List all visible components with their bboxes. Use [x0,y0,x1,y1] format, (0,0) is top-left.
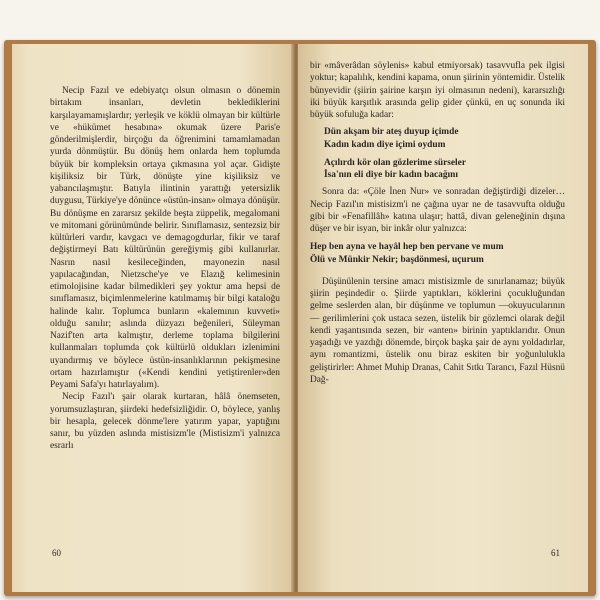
page-number-left: 60 [52,548,61,558]
verse-line: Açılırdı kör olan gözlerime sürseler [324,157,466,168]
bold-verse-block [310,241,565,266]
verse-line: İsa'nın eli diye bir kadın bacağını [324,170,458,180]
verse-line: Kadın kadın diye içimi oydum [324,139,446,150]
right-paragraph-1: bir «mâverâdan söylenis» kabul etmiyorsak) tasavvufla pek ilgisi yoktur; kapalılık, kendini kapama, onun şiirinin yöntemidir. Üstelik bünyevidir (şiirin şairine karşın iyi olmasının nedeni), kararsızlığı iki büyük karşıtlık arasında gelip gider çünkü, en uç sonunda iki büyük sofuluğa kadar: [310,61,565,120]
right-page-text [310,60,565,386]
page-number-right: 61 [551,548,560,558]
left-page-text [50,85,280,453]
bold-verse-line: Ölü ve Münkir Nekir; başdönmesi, uçurum [310,254,484,265]
right-page [298,44,588,592]
bold-verse-line: Hep ben ayna ve hayâl hep ben pervane ve mum [310,242,504,253]
verse-line: Dün akşam bir ateş duyup içimde [324,127,459,138]
right-paragraph-2: Sonra da: «Çöle İnen Nur» ve sonradan değiştirdiği dizeler… Necip Fazıl'ın mistisizm'i ne çağına uyar ne de tasavvufta olduğu gibi bir «Fenafillâh» katına ulaşır; hattâ, divan geleneğinin dışına düşer ve bir isyan, bir inkâr olur yalnızca: [310,187,565,234]
right-paragraph-3: Düşünülenin tersine amacı mistisizmle de sınırlanamaz; büyük şiirin peşindedir o. Şiirde yaptıkları, köklerini çocukluğundan gelme seslerden alan, bir düşünme ve toplumun —okuyucularının— gerilimlerini çok ustaca sezen, üstelik bir gözlemci olarak değil kendi yaşantısında sezen, bir «anten» birinin yaptıklarıdır. Onun yaşadığı ve yazdığı dönemde, birçok başka şair de aynı yoldadırlar, aynı romantizmi, üstelik onu biraz eskiten bir yoğunlulukla geliştirirler: Ahmet Muhip Dranas, Cahit Sıtkı Tarancı, Fazıl Hüsnü Dağ- [310,276,565,385]
left-paragraph-2: Necip Fazıl'ı şair olarak kurtaran, hâlâ önemseten, yorumsuzlaştıran, şiirdeki hedefsizliğidir. O, böylece, yanlış bir hesapla, gelecek dönme'lere yatırım yapar, yaptığını sanır, bu yüzden aslında mistisizm'le (Mistisizm'i yalnızca esrarlı [50,392,280,452]
verse-block [324,126,565,181]
left-paragraph-1: Necip Fazıl ve edebiyatçı olsun olmasın o dönemin birtakım insanları, devletin beklediklerini karşılayamamışlardır; yerleşik ve köklü olmayan bir kültürle ve «hükümet hesabına» okumak üzere Paris'e gönderilmişlerdir, birçoğu da öğrenimini tamamlamadan yurda dönmüştür. Bu dönüş hem onlarda hem toplumda büyük bir kompleksin ortaya çıkmasına yol açar. Gidişte kişiliksiz bir Türk, dönüşte yine kişiliksiz ve yabancılaşmıştır. Batıyla ilintinin yarattığı yetersizlik duygusu, Türkiye'ye dönünce «üstün-insan» olmaya dönüşür. Bu dönüşme en zararsız şekilde beşta züppelik, megalomani ve mitomani görünümünde belirir. Sınıflamasız, sentezsiz bir kültürleri vardır, kavgacı ve demagogdurlar, fikir ve taraf değiştirmeyi Batı kültürünün gereğiymiş gibi kullanırlar. Nasrın nasıl kesileceğinden, mayonezin nasıl yapılacağından, Nietzsche'ye ve Elazığ kelimesinin etimolojisine kadar bilmedikleri şey yoktur ama hepsi de sınıflamasız, biçimlenmelerine katılmamış bir bilgi kataloğu halinde kalır. Toplumca bunların «kalemının kuvveti» olduğu sanılır; aslında düzyazı beğenileri, Süleyman Nazif'ten arta kalmıştır, derleme toplama bilgilerini kullanmaları toplumda çok kültürlü oldukları izlenimini uyandırmış ve böylece üstün-insanlıklarının pekişmesine ortam hazırlamıştır («Kendi kendini yetiştirenler»den Peyami Safa'yı hatırlayalım). [50,86,280,390]
left-page [12,44,295,592]
